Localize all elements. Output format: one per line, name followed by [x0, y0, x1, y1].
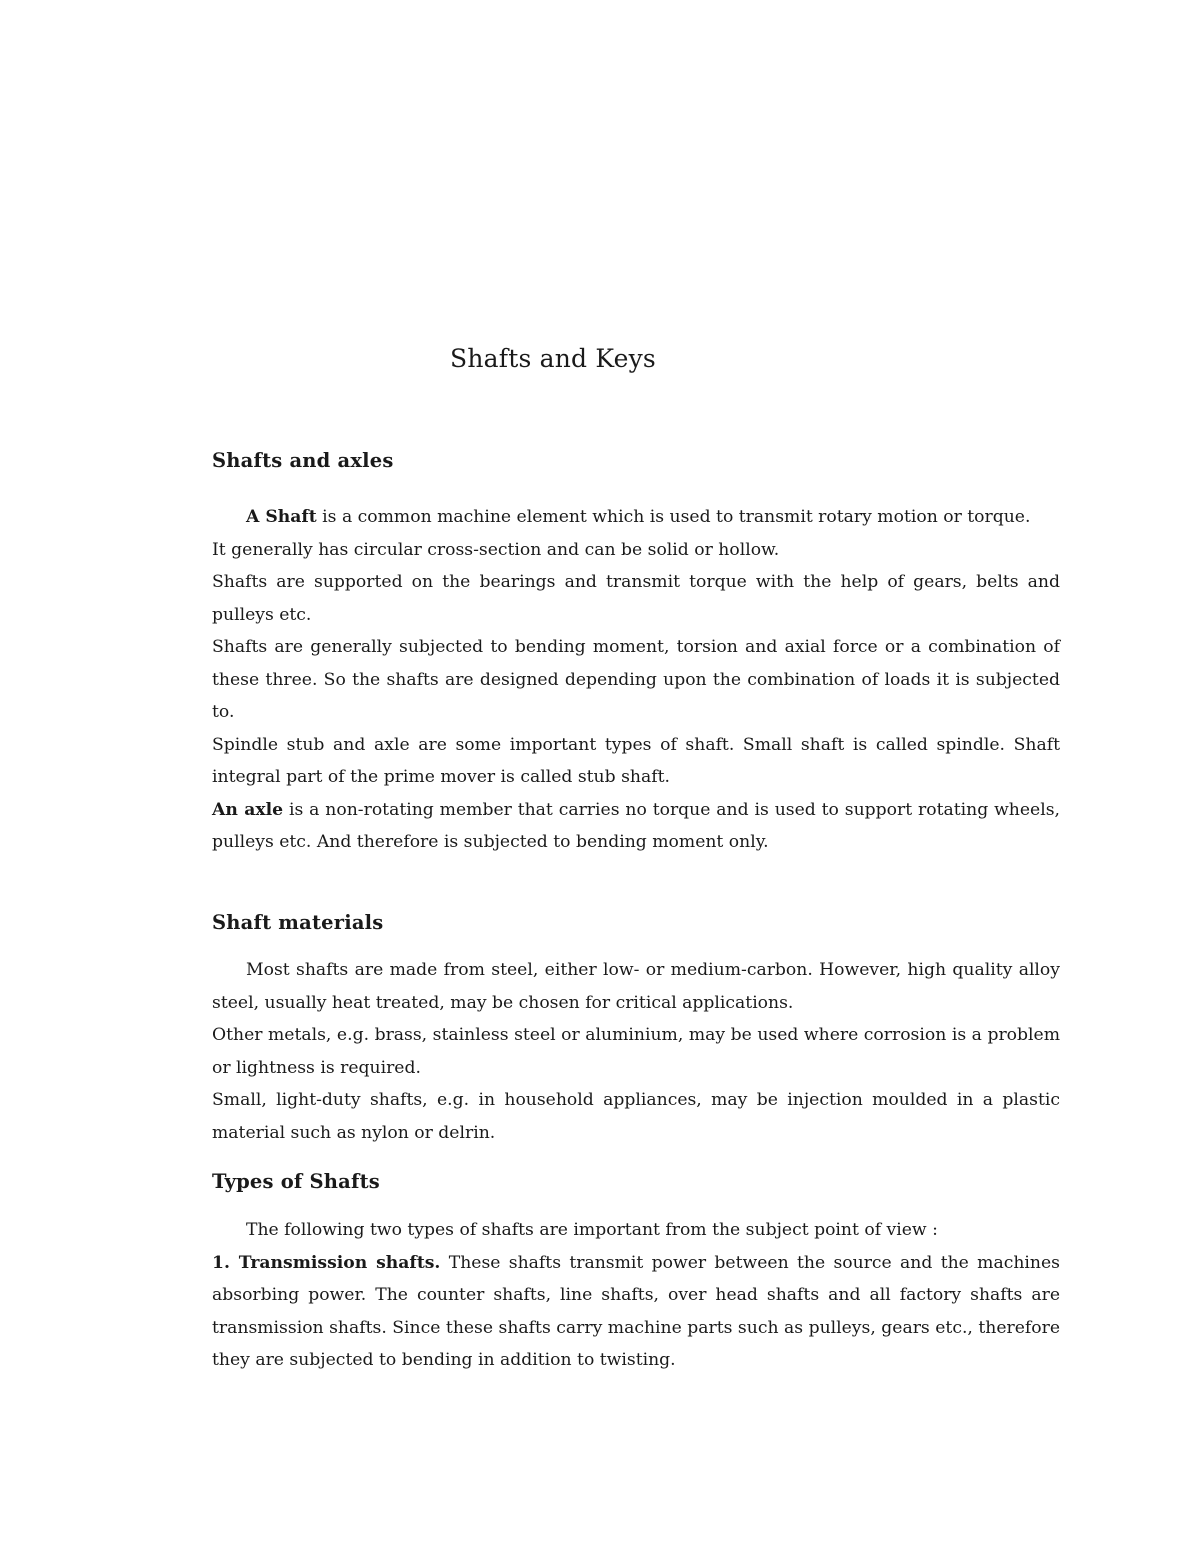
term-shaft: A Shaft — [246, 507, 317, 527]
paragraph-types-intro: The following two types of shafts are important from the subject point of view : — [246, 1220, 938, 1240]
paragraph-other-metals: Other metals, e.g. brass, stainless steel or aluminium, may be used where corrosion is a problem or lightness is required. — [212, 1025, 1060, 1078]
term-transmission-shafts: 1. Transmission shafts. — [212, 1252, 441, 1273]
paragraph-text: is a common machine element which is used to transmit rotary motion or torque. — [316, 507, 1031, 527]
heading-types-of-shafts: Types of Shafts — [212, 1170, 380, 1193]
section-shafts-and-axles-body — [212, 501, 1060, 859]
section-types-of-shafts-body — [212, 1214, 1060, 1377]
document-title: Shafts and Keys — [450, 344, 656, 373]
paragraph-types-spindle: Spindle stub and axle are some important types of shaft. Small shaft is called spindle. Shaft integral part of the prime mover is called stub shaft. — [212, 734, 1060, 787]
paragraph-plastic: Small, light-duty shafts, e.g. in household appliances, may be injection moulded in a plastic material such as nylon or delrin. — [212, 1090, 1060, 1143]
paragraph-shaft-definition — [212, 501, 1060, 534]
paragraph-text: is a non-rotating member that carries no torque and is used to support rotating wheels, pulleys etc. And therefore is subjected to bending moment only. — [212, 799, 1060, 852]
paragraph-steel: Most shafts are made from steel, either low- or medium-carbon. However, high quality alloy steel, usually heat treated, may be chosen for critical applications. — [212, 960, 1060, 1013]
heading-shaft-materials: Shaft materials — [212, 911, 384, 934]
paragraph-axle-definition — [212, 794, 1060, 859]
heading-shafts-and-axles: Shafts and axles — [212, 449, 394, 472]
section-shaft-materials-body — [212, 954, 1060, 1149]
paragraph-cross-section: It generally has circular cross-section and can be solid or hollow. — [212, 539, 780, 560]
term-axle: An axle — [212, 799, 284, 820]
paragraph-loads: Shafts are generally subjected to bending moment, torsion and axial force or a combination of these three. So the shafts are designed depending upon the combination of loads it is subjected to. — [212, 637, 1060, 722]
list-item-transmission-shafts — [212, 1247, 1060, 1377]
paragraph-supports: Shafts are supported on the bearings and transmit torque with the help of gears, belts and pulleys etc. — [212, 572, 1060, 625]
paragraph-text: These shafts transmit power between the source and the machines absorbing power. The counter shafts, line shafts, over head shafts and all factory shafts are transmission shafts. Since these shafts carry machine parts such as pulleys, gears etc., therefore they are subjected to bending in addition to twisting. — [212, 1252, 1060, 1370]
